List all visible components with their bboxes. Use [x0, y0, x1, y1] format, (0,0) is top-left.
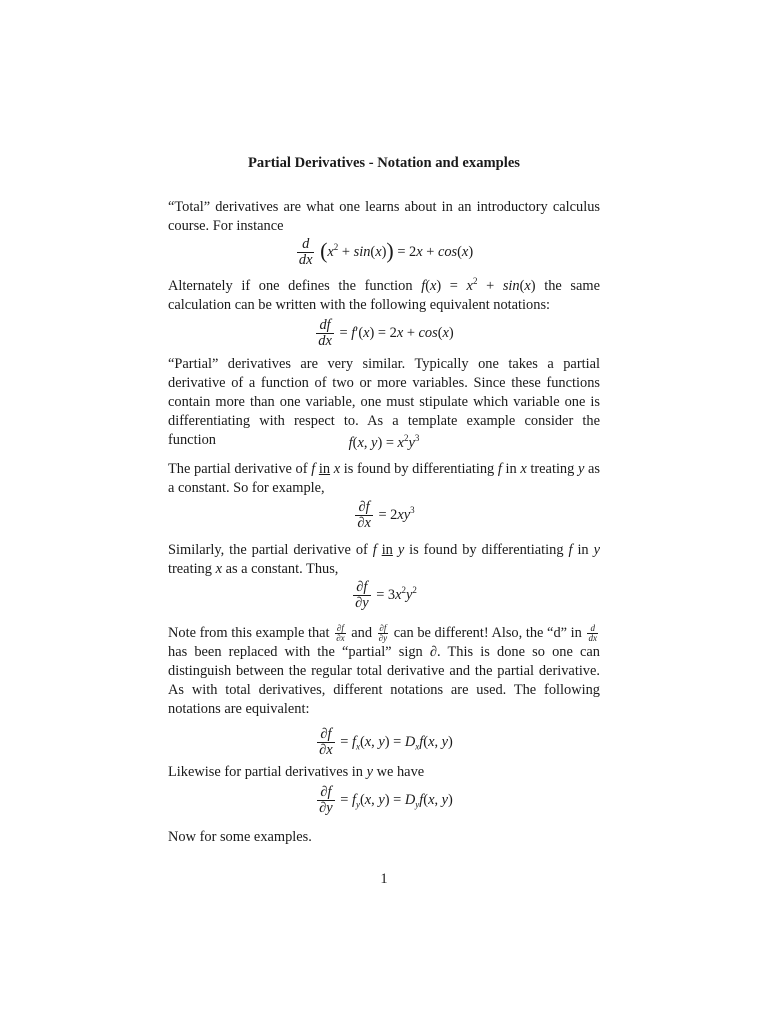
- paragraph-total-derivatives: “Total” derivatives are what one learns about in an introductory calculus course. For instance: [168, 199, 600, 234]
- equation-partial-x-notations: $\frac{\partial f}{\partial x}$ = $f_x(x$, $y) = D_xf(x$, y): [319, 726, 453, 758]
- paragraph-partial-in-y: Similarly, the partial derivative of f in y is found by differentiating f in y treating x as a constant. Thus,: [168, 542, 600, 577]
- equation-equivalent-notations: $\frac{df}{dx}$ = f′(x) = 2x + cos(x): [318, 317, 454, 349]
- paragraph-partial-in-x: The partial derivative of f in x is found by differentiating f in x treating y as a constant. So for example,: [168, 461, 600, 496]
- paragraph-examples: Now for some examples.: [168, 829, 312, 845]
- paragraph-partial-derivatives: “Partial” derivatives are very similar. Typically one takes a partial derivative of a function of two or more variables. Since these functions contain more than one variable, one must stipulate which variable one is differentiating with respect to. As a template example consider the function: [168, 356, 600, 448]
- equation-partial-y: $\frac{\partial f}{\partial y}$ = $3x^2y^2$: [355, 579, 417, 611]
- document-page: [168, 0, 600, 1024]
- equation-total-derivative-example: $\frac{d}{dx}$ $(x^2 + \sin(x)) = 2x + \cos(x)$: [298, 236, 474, 268]
- page-number: 1: [380, 871, 388, 887]
- paragraph-alternate-notation: Alternately if one defines the function $f(x) = x^2 + \sin(x)$ the same calculation can be written with the following equivalent notations:: [168, 276, 600, 313]
- equation-partial-x: $\frac{\partial f}{\partial x}$ = $2xy^3$: [357, 499, 415, 531]
- page-title: Partial Derivatives - Notation and examples: [248, 155, 520, 171]
- paragraph-likewise: Likewise for partial derivatives in y we have: [168, 764, 425, 780]
- equation-template-function: f(x, $y) = x^2y^3$: [348, 433, 420, 451]
- equation-partial-y-notations: $\frac{\partial f}{\partial y}$ = $f_y(x$, $y) = D_yf(x$, y): [319, 784, 453, 816]
- paragraph-notation-note: Note from this example that $\frac{\partial f}{\partial x}$ and $\frac{\partial f}{\partial y}$ can be different! Also, the “d” in $\frac{d}{dx}$ has been replaced with the “partial” sign ∂. This is done so one can distinguish between the regular total derivative and the partial derivative. As with total derivatives, different notations are used. The following notations are equivalent:: [168, 623, 600, 717]
